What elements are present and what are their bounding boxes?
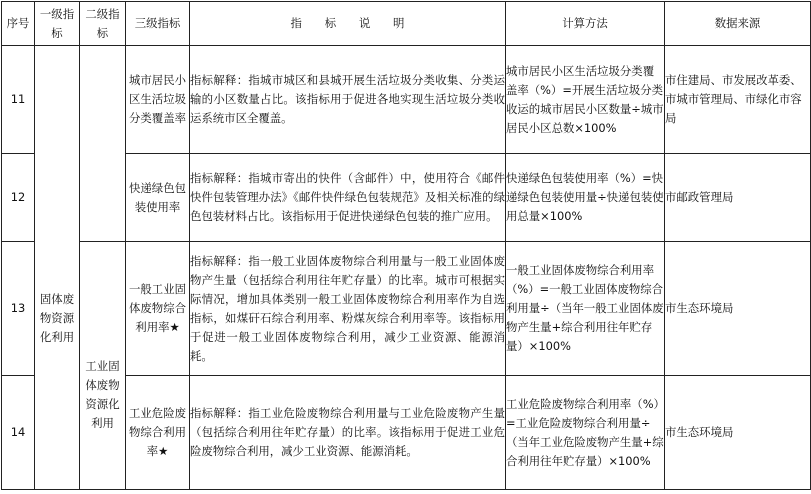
- level2-merged-cell: [80, 242, 126, 490]
- data-source: 市住建局、市发展改革委、市城市管理局、市绿化市容局: [665, 46, 811, 154]
- data-source: 市生态环境局: [665, 242, 811, 376]
- level3-name: 一般工业固体废物综合利用率★: [126, 242, 190, 376]
- table-row: [2, 242, 811, 376]
- row-no: 14: [2, 376, 35, 490]
- level1-label: 固体废物资源化利用: [39, 292, 75, 344]
- level2-label: 工业固体废物资源化利用: [85, 358, 120, 430]
- indicator-desc: 指标解释：指工业危险废物综合利用量与工业危险废物产生量（包括综合利用往年贮存量）的比率。该指标用于促进工业危险废物综合利用，减少工业资源、能源消耗。: [190, 376, 506, 490]
- data-source: 市邮政管理局: [665, 154, 811, 242]
- indicator-desc: 指标解释：指城市城区和县城开展生活垃圾分类收集、分类运输的小区数量占比。该指标用于促进各地实现生活垃圾分类收运系统市区全覆盖。: [190, 46, 506, 154]
- header-calc: 计算方法: [506, 2, 665, 46]
- indicator-desc: 指标解释：指一般工业固体废物综合利用量与一般工业固体废物产生量（包括综合利用往年贮存量）的比率。城市可根据实际情况，增加具体类别一般工业固体废物综合利用率作为自选指标，如煤矸石综合利用率、粉煤灰综合利用率等。该指标用于促进一般工业固体废物综合利用，减少工业资源、能源消耗。: [190, 242, 506, 376]
- header-desc: 指 标 说 明: [190, 2, 506, 46]
- header-source: 数据来源: [665, 2, 811, 46]
- calc-method: 工业危险废物综合利用率（%）=工业危险废物综合利用量÷（当年工业危险废物产生量+综合利用往年贮存量）×100%: [506, 376, 665, 490]
- row-no: 12: [2, 154, 35, 242]
- level3-name: 快递绿色包装使用率: [126, 154, 190, 242]
- level3-name: 工业危险废物综合利用率★: [126, 376, 190, 490]
- row-no: 11: [2, 46, 35, 154]
- level1-merged-cell: [35, 46, 80, 490]
- table-row: [2, 46, 811, 154]
- header-level3: 三级指标: [126, 2, 190, 46]
- header-level1: 一级指标: [35, 2, 80, 46]
- indicator-table: [1, 1, 811, 490]
- calc-method: 一般工业固体废物综合利用率（%）=一般工业固体废物综合利用量÷（当年一般工业固体废物产生量+综合利用往年贮存量）×100%: [506, 242, 665, 376]
- calc-method: 快递绿色包装使用率（%）=快递绿色包装使用量÷快递包装使用总量×100%: [506, 154, 665, 242]
- level2-empty-cell: [80, 46, 126, 242]
- row-no: 13: [2, 242, 35, 376]
- data-source: 市生态环境局: [665, 376, 811, 490]
- header-no: 序号: [2, 2, 35, 46]
- calc-method: 城市居民小区生活垃圾分类覆盖率（%）=开展生活垃圾分类收运的城市居民小区数量÷城市居民小区总数×100%: [506, 46, 665, 154]
- level3-name: 城市居民小区生活垃圾分类覆盖率: [126, 46, 190, 154]
- header-level2: 二级指标: [80, 2, 126, 46]
- indicator-desc: 指标解释：指城市寄出的快件（含邮件）中，使用符合《邮件快件包装管理办法》《邮件快件绿色包装规范》及相关标准的绿色包装材料占比。该指标用于促进快递绿色包装的推广应用。: [190, 154, 506, 242]
- header-row: [2, 2, 811, 46]
